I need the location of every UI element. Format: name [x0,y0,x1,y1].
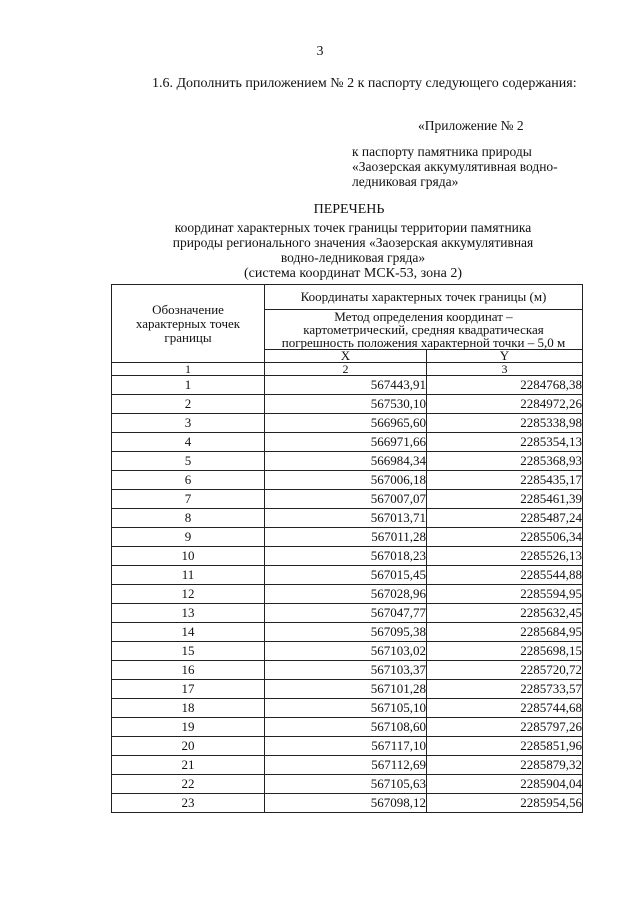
point-number: 12 [112,585,265,604]
y-coordinate: 2285354,13 [427,433,583,452]
x-coordinate: 567047,77 [265,604,427,623]
y-coordinate: 2285797,26 [427,718,583,737]
y-coordinate: 2285744,68 [427,699,583,718]
point-number: 1 [112,376,265,395]
x-coordinate: 566965,60 [265,414,427,433]
y-coordinate: 2285526,13 [427,547,583,566]
list-description [0,220,640,265]
x-coordinate: 567105,10 [265,699,427,718]
y-coordinate: 2285594,95 [427,585,583,604]
y-coordinate: 2285879,32 [427,756,583,775]
y-coordinate: 2285904,04 [427,775,583,794]
point-number: 7 [112,490,265,509]
y-coordinate: 2285720,72 [427,661,583,680]
table-row [112,509,583,528]
amendment-instruction: 1.6. Дополнить приложением № 2 к паспорту следующего содержания: [152,76,577,91]
x-coordinate: 567105,63 [265,775,427,794]
table-row [112,623,583,642]
coordinates-header: Координаты характерных точек границы (м) [265,285,583,310]
coordinates-table [111,284,583,813]
coordinate-system-note: (система координат МСК-53, зона 2) [244,266,462,281]
point-number: 15 [112,642,265,661]
x-coordinate: 567013,71 [265,509,427,528]
table-row [112,433,583,452]
table-row [112,547,583,566]
x-coordinate: 567018,23 [265,547,427,566]
x-coordinate: 566984,34 [265,452,427,471]
page-number: 3 [316,44,324,59]
table-row [112,775,583,794]
x-coordinate: 567108,60 [265,718,427,737]
y-coordinate: 2285733,57 [427,680,583,699]
table-row [112,699,583,718]
table-row [112,452,583,471]
x-coordinate: 567103,02 [265,642,427,661]
x-coordinate: 567101,28 [265,680,427,699]
table-row [112,395,583,414]
method-header-line: Метод определения координат – [334,309,513,324]
x-coordinate: 567011,28 [265,528,427,547]
point-number: 18 [112,699,265,718]
appendix-title: «Приложение № 2 [418,118,524,133]
point-number: 14 [112,623,265,642]
x-coordinate: 567117,10 [265,737,427,756]
list-heading: ПЕРЕЧЕНЬ [313,202,385,217]
point-number: 4 [112,433,265,452]
y-coordinate: 2285338,98 [427,414,583,433]
designation-header [112,285,265,363]
point-number: 3 [112,414,265,433]
list-description-line: водно-ледниковая гряда» [280,250,426,265]
point-number: 23 [112,794,265,813]
point-number: 8 [112,509,265,528]
table-row [112,414,583,433]
column-index: 2 [265,363,427,376]
designation-header-line: Обозначение [152,301,224,317]
y-coordinate: 2285368,93 [427,452,583,471]
y-coordinate: 2285506,34 [427,528,583,547]
table-row [112,680,583,699]
method-header-line: картометрический, средняя квадратическая [303,322,544,337]
y-coordinate: 2285544,88 [427,566,583,585]
x-coordinate: 567112,69 [265,756,427,775]
axis-x-header: X [265,350,427,363]
point-number: 17 [112,680,265,699]
list-description-line: координат характерных точек границы территории памятника [174,220,532,235]
point-number: 5 [112,452,265,471]
y-coordinate: 2285487,24 [427,509,583,528]
appendix-line: к паспорту памятника природы [352,144,532,159]
table-row [112,528,583,547]
point-number: 13 [112,604,265,623]
x-coordinate: 567007,07 [265,490,427,509]
table-row [112,718,583,737]
designation-header-line: границы [164,329,212,345]
point-number: 6 [112,471,265,490]
table-row [112,585,583,604]
point-number: 19 [112,718,265,737]
coordinates-body [112,376,583,813]
designation-header-line: характерных точек [135,315,241,331]
list-description-line: природы регионального значения «Заозерская аккумулятивная [172,235,534,250]
appendix-line: ледниковая гряда» [352,174,459,189]
table-row [112,794,583,813]
table-row [112,566,583,585]
table-row [112,737,583,756]
x-coordinate: 567098,12 [265,794,427,813]
point-number: 2 [112,395,265,414]
point-number: 21 [112,756,265,775]
x-coordinate: 567006,18 [265,471,427,490]
y-coordinate: 2285954,56 [427,794,583,813]
x-coordinate: 567028,96 [265,585,427,604]
method-header [265,310,583,350]
axis-y-header: Y [427,350,583,363]
y-coordinate: 2285461,39 [427,490,583,509]
table-row [112,604,583,623]
appendix-header [352,118,558,189]
table-row [112,376,583,395]
x-coordinate: 567095,38 [265,623,427,642]
point-number: 22 [112,775,265,794]
y-coordinate: 2285851,96 [427,737,583,756]
point-number: 10 [112,547,265,566]
table-row [112,471,583,490]
y-coordinate: 2285632,45 [427,604,583,623]
x-coordinate: 567015,45 [265,566,427,585]
y-coordinate: 2285698,15 [427,642,583,661]
table-row [112,756,583,775]
point-number: 16 [112,661,265,680]
x-coordinate: 567103,37 [265,661,427,680]
column-index: 3 [427,363,583,376]
x-coordinate: 567443,91 [265,376,427,395]
table-row [112,661,583,680]
y-coordinate: 2284768,38 [427,376,583,395]
method-header-line: погрешность положения характерной точки – 5,0 м [281,335,566,350]
y-coordinate: 2285684,95 [427,623,583,642]
column-index: 1 [112,363,265,376]
point-number: 20 [112,737,265,756]
point-number: 9 [112,528,265,547]
x-coordinate: 567530,10 [265,395,427,414]
table-row [112,642,583,661]
y-coordinate: 2284972,26 [427,395,583,414]
point-number: 11 [112,566,265,585]
x-coordinate: 566971,66 [265,433,427,452]
y-coordinate: 2285435,17 [427,471,583,490]
appendix-line: «Заозерская аккумулятивная водно- [352,159,558,174]
table-row [112,490,583,509]
